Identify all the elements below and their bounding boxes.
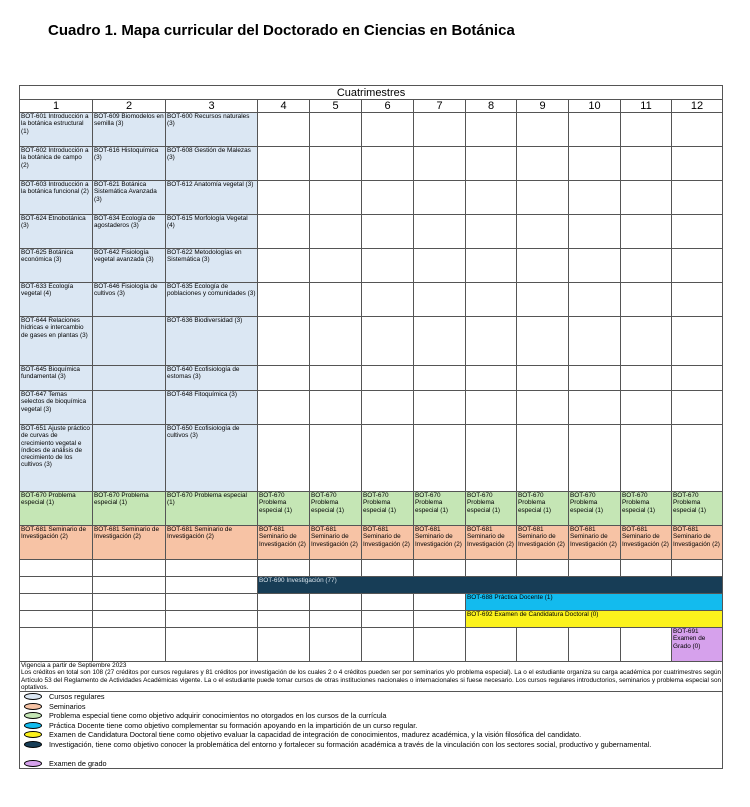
course-cell: BOT-647 Temas selectos de bioquímica vegetal (3) xyxy=(20,391,93,425)
empty-cell xyxy=(569,425,621,492)
empty-cell xyxy=(166,628,258,662)
course-cell: BOT-616 Histoquímica (3) xyxy=(93,147,166,181)
course-cell: BOT-642 Fisiología vegetal avanzada (3) xyxy=(93,249,166,283)
empty-cell xyxy=(466,425,517,492)
empty-cell xyxy=(517,249,569,283)
empty-cell xyxy=(310,147,362,181)
legend-item xyxy=(20,730,722,740)
empty-cell xyxy=(310,391,362,425)
empty-cell xyxy=(166,594,258,611)
empty-cell xyxy=(258,611,310,628)
legend-item xyxy=(20,740,722,759)
empty-cell xyxy=(517,317,569,366)
legend-cell xyxy=(20,692,723,769)
empty-cell xyxy=(621,249,672,283)
course-cell: BOT-612 Anatomía vegetal (3) xyxy=(166,181,258,215)
empty-cell xyxy=(621,366,672,391)
empty-cell xyxy=(672,181,723,215)
empty-cell xyxy=(414,249,466,283)
investigacion-bar: BOT-690 Investigación (77) xyxy=(258,577,723,594)
empty-cell xyxy=(569,391,621,425)
empty-cell xyxy=(362,391,414,425)
course-cell: BOT-636 Biodiversidad (3) xyxy=(166,317,258,366)
seminario-cell: BOT-681 Seminario de Investigación (2) xyxy=(672,526,723,560)
seminario-cell: BOT-681 Seminario de Investigación (2) xyxy=(166,526,258,560)
empty-cell xyxy=(672,560,723,577)
empty-cell xyxy=(517,283,569,317)
legend-swatch-icon xyxy=(24,760,42,767)
seminario-cell: BOT-681 Seminario de Investigación (2) xyxy=(517,526,569,560)
candidatura-bar: BOT-692 Examen de Candidatura Doctoral (0) xyxy=(466,611,723,628)
course-cell: BOT-646 Fisiología de cultivos (3) xyxy=(93,283,166,317)
empty-cell xyxy=(414,366,466,391)
empty-cell xyxy=(569,628,621,662)
empty-cell xyxy=(414,283,466,317)
empty-course-cell xyxy=(93,366,166,391)
empty-cell xyxy=(258,147,310,181)
empty-cell xyxy=(621,628,672,662)
problema-especial-cell: BOT-670 Problema especial (1) xyxy=(621,492,672,526)
period-number: 4 xyxy=(258,100,310,113)
empty-cell xyxy=(310,560,362,577)
empty-cell xyxy=(258,283,310,317)
problema-especial-cell: BOT-670 Problema especial (1) xyxy=(166,492,258,526)
course-cell: BOT-622 Metodologías en Sistemática (3) xyxy=(166,249,258,283)
empty-cell xyxy=(362,628,414,662)
legend-swatch-icon xyxy=(24,741,42,748)
empty-cell xyxy=(621,283,672,317)
empty-cell xyxy=(466,249,517,283)
problema-especial-cell: BOT-670 Problema especial (1) xyxy=(362,492,414,526)
empty-cell xyxy=(414,425,466,492)
legend-item xyxy=(20,702,722,712)
empty-cell xyxy=(93,560,166,577)
empty-cell xyxy=(466,560,517,577)
empty-cell xyxy=(517,366,569,391)
empty-cell xyxy=(672,283,723,317)
problema-especial-cell: BOT-670 Problema especial (1) xyxy=(569,492,621,526)
empty-cell xyxy=(310,113,362,147)
course-cell: BOT-645 Bioquímica fundamental (3) xyxy=(20,366,93,391)
empty-cell xyxy=(414,215,466,249)
empty-cell xyxy=(517,391,569,425)
empty-cell xyxy=(362,113,414,147)
empty-cell xyxy=(310,181,362,215)
course-cell: BOT-651 Ajuste práctico de curvas de crecimiento vegetal e índices de análisis de crecimiento de los cultivos (3) xyxy=(20,425,93,492)
empty-cell xyxy=(569,249,621,283)
empty-cell xyxy=(362,317,414,366)
period-number: 11 xyxy=(621,100,672,113)
problema-especial-cell: BOT-670 Problema especial (1) xyxy=(414,492,466,526)
empty-cell xyxy=(672,215,723,249)
empty-cell xyxy=(258,249,310,283)
empty-cell xyxy=(466,391,517,425)
empty-cell xyxy=(517,113,569,147)
empty-cell xyxy=(414,391,466,425)
empty-cell xyxy=(362,560,414,577)
empty-cell xyxy=(569,366,621,391)
course-cell: BOT-601 Introducción a la botánica estructural (1) xyxy=(20,113,93,147)
legend-label: Práctica Docente tiene como objetivo complementar su formación apoyando en la impartición de un curso regular. xyxy=(49,720,418,730)
course-cell: BOT-650 Ecofisiología de cultivos (3) xyxy=(166,425,258,492)
problema-especial-cell: BOT-670 Problema especial (1) xyxy=(517,492,569,526)
seminario-cell: BOT-681 Seminario de Investigación (2) xyxy=(93,526,166,560)
period-number: 5 xyxy=(310,100,362,113)
empty-cell xyxy=(362,181,414,215)
course-cell: BOT-625 Botánica económica (3) xyxy=(20,249,93,283)
empty-cell xyxy=(310,628,362,662)
legend-swatch-icon xyxy=(24,712,42,719)
empty-course-cell xyxy=(93,317,166,366)
period-number: 6 xyxy=(362,100,414,113)
legend-item xyxy=(20,721,722,731)
empty-cell xyxy=(466,317,517,366)
examen-grado-cell: BOT-691 Examen de Grado (0) xyxy=(672,628,723,662)
course-cell: BOT-600 Recursos naturales (3) xyxy=(166,113,258,147)
empty-cell xyxy=(517,181,569,215)
empty-cell xyxy=(517,215,569,249)
empty-cell xyxy=(569,147,621,181)
empty-cell xyxy=(362,611,414,628)
legend-label: Examen de Candidatura Doctoral tiene como objetivo evaluar la capacidad de integración de conocimientos, madurez académica, y la visión filosófica del candidato. xyxy=(49,730,582,740)
empty-cell xyxy=(258,215,310,249)
empty-cell xyxy=(621,113,672,147)
empty-cell xyxy=(362,425,414,492)
empty-cell xyxy=(362,366,414,391)
empty-cell xyxy=(569,283,621,317)
course-cell: BOT-615 Morfología Vegetal (4) xyxy=(166,215,258,249)
period-number: 9 xyxy=(517,100,569,113)
legend-swatch-icon xyxy=(24,703,42,710)
empty-cell xyxy=(621,147,672,181)
empty-cell xyxy=(20,611,93,628)
empty-cell xyxy=(569,560,621,577)
problema-especial-cell: BOT-670 Problema especial (1) xyxy=(20,492,93,526)
empty-cell xyxy=(414,594,466,611)
empty-cell xyxy=(310,215,362,249)
curricular-map-table xyxy=(19,85,723,769)
seminario-cell: BOT-681 Seminario de Investigación (2) xyxy=(362,526,414,560)
period-number: 12 xyxy=(672,100,723,113)
period-number: 7 xyxy=(414,100,466,113)
empty-cell xyxy=(310,317,362,366)
legend-swatch-icon xyxy=(24,693,42,700)
page-title: Cuadro 1. Mapa curricular del Doctorado en Ciencias en Botánica xyxy=(48,22,515,39)
empty-cell xyxy=(466,283,517,317)
legend-label: Examen de grado xyxy=(49,758,107,768)
empty-cell xyxy=(517,628,569,662)
practica-docente-bar: BOT-688 Práctica Docente (1) xyxy=(466,594,723,611)
empty-cell xyxy=(93,577,166,594)
legend-item xyxy=(20,692,722,702)
empty-cell xyxy=(466,147,517,181)
empty-cell xyxy=(93,628,166,662)
empty-cell xyxy=(362,215,414,249)
empty-course-cell xyxy=(93,391,166,425)
empty-cell xyxy=(621,181,672,215)
empty-cell xyxy=(362,249,414,283)
empty-cell xyxy=(672,147,723,181)
empty-cell xyxy=(258,391,310,425)
problema-especial-cell: BOT-670 Problema especial (1) xyxy=(258,492,310,526)
empty-cell xyxy=(93,611,166,628)
course-cell: BOT-640 Ecofisiología de estomas (3) xyxy=(166,366,258,391)
empty-cell xyxy=(621,391,672,425)
period-number: 10 xyxy=(569,100,621,113)
empty-cell xyxy=(414,181,466,215)
course-cell: BOT-608 Gestión de Malezas (3) xyxy=(166,147,258,181)
course-cell: BOT-609 Biomodelos en semilla (3) xyxy=(93,113,166,147)
empty-cell xyxy=(621,425,672,492)
empty-cell xyxy=(258,366,310,391)
legend-item xyxy=(20,711,722,721)
empty-cell xyxy=(310,249,362,283)
seminario-cell: BOT-681 Seminario de Investigación (2) xyxy=(20,526,93,560)
empty-course-cell xyxy=(93,425,166,492)
course-cell: BOT-603 Introducción a la botánica funcional (2) xyxy=(20,181,93,215)
empty-cell xyxy=(93,594,166,611)
empty-cell xyxy=(414,628,466,662)
empty-cell xyxy=(672,425,723,492)
course-cell: BOT-634 Ecología de agostaderos (3) xyxy=(93,215,166,249)
empty-cell xyxy=(362,594,414,611)
empty-cell xyxy=(414,560,466,577)
course-cell: BOT-633 Ecología vegetal (4) xyxy=(20,283,93,317)
empty-cell xyxy=(466,215,517,249)
empty-cell xyxy=(362,147,414,181)
period-number: 1 xyxy=(20,100,93,113)
empty-cell xyxy=(20,560,93,577)
legend-label: Cursos regulares xyxy=(49,692,105,702)
empty-cell xyxy=(20,594,93,611)
legend-label: Investigación, tiene como objetivo conocer la problemática del entorno y fortalecer su formación académica a través de la vinculación con los sectores social, productivo y gubernamental. xyxy=(49,739,652,749)
notes-cell xyxy=(20,662,723,692)
empty-cell xyxy=(20,628,93,662)
seminario-cell: BOT-681 Seminario de Investigación (2) xyxy=(258,526,310,560)
empty-cell xyxy=(414,147,466,181)
course-cell: BOT-602 Introducción a la botánica de campo (2) xyxy=(20,147,93,181)
course-cell: BOT-624 Etnobotánica (3) xyxy=(20,215,93,249)
empty-cell xyxy=(569,215,621,249)
empty-cell xyxy=(672,366,723,391)
empty-cell xyxy=(258,560,310,577)
period-number: 2 xyxy=(93,100,166,113)
period-number: 3 xyxy=(166,100,258,113)
empty-cell xyxy=(517,425,569,492)
empty-cell xyxy=(310,611,362,628)
empty-cell xyxy=(621,560,672,577)
course-cell: BOT-644 Relaciones hídricas e intercambio de gases en plantas (3) xyxy=(20,317,93,366)
course-cell: BOT-635 Ecología de poblaciones y comunidades (3) xyxy=(166,283,258,317)
empty-cell xyxy=(310,594,362,611)
legend-swatch-icon xyxy=(24,722,42,729)
empty-cell xyxy=(258,181,310,215)
seminario-cell: BOT-681 Seminario de Investigación (2) xyxy=(414,526,466,560)
empty-cell xyxy=(621,215,672,249)
seminario-cell: BOT-681 Seminario de Investigación (2) xyxy=(621,526,672,560)
empty-cell xyxy=(517,147,569,181)
empty-cell xyxy=(672,391,723,425)
empty-cell xyxy=(672,249,723,283)
creditos-text: Los créditos en total son 108 (27 créditos por cursos regulares y 81 créditos por investigación de los cuales 2 o 4 créditos pueden ser por seminarios y/o problema especial). La o el estudiante organiza su carga académica por cuatrimestres según Artículo 53 del Reglamento de Actividades Académicas vigente. La o el estudiante puede tomar cursos de otras instituciones nacionales o internacionales si fuese necesario. Los cursos regulares introductorios, seminarios y problema especial son optativos. xyxy=(21,669,722,691)
empty-cell xyxy=(258,425,310,492)
empty-cell xyxy=(310,366,362,391)
empty-cell xyxy=(466,181,517,215)
empty-cell xyxy=(258,317,310,366)
legend-swatch-icon xyxy=(24,731,42,738)
empty-cell xyxy=(414,317,466,366)
empty-cell xyxy=(166,560,258,577)
empty-cell xyxy=(569,113,621,147)
empty-cell xyxy=(569,181,621,215)
empty-cell xyxy=(672,113,723,147)
problema-especial-cell: BOT-670 Problema especial (1) xyxy=(672,492,723,526)
problema-especial-cell: BOT-670 Problema especial (1) xyxy=(466,492,517,526)
empty-cell xyxy=(414,611,466,628)
empty-cell xyxy=(672,317,723,366)
problema-especial-cell: BOT-670 Problema especial (1) xyxy=(310,492,362,526)
seminario-cell: BOT-681 Seminario de Investigación (2) xyxy=(466,526,517,560)
seminario-cell: BOT-681 Seminario de Investigación (2) xyxy=(569,526,621,560)
vigencia-text: Vigencia a partir de Septiembre 2023 xyxy=(21,662,127,669)
cuatrimestres-header: Cuatrimestres xyxy=(20,86,723,100)
empty-cell xyxy=(414,113,466,147)
course-cell: BOT-621 Botánica Sistemática Avanzada (3) xyxy=(93,181,166,215)
legend-item xyxy=(20,759,722,769)
empty-cell xyxy=(166,611,258,628)
period-number: 8 xyxy=(466,100,517,113)
empty-cell xyxy=(258,113,310,147)
course-cell: BOT-648 Fitoquímica (3) xyxy=(166,391,258,425)
empty-cell xyxy=(20,577,93,594)
empty-cell xyxy=(569,317,621,366)
seminario-cell: BOT-681 Seminario de Investigación (2) xyxy=(310,526,362,560)
empty-cell xyxy=(258,594,310,611)
legend-label: Problema especial tiene como objetivo adquirir conocimientos no otorgados en los cursos de la currícula xyxy=(49,711,387,721)
empty-cell xyxy=(310,425,362,492)
empty-cell xyxy=(621,317,672,366)
problema-especial-cell: BOT-670 Problema especial (1) xyxy=(93,492,166,526)
empty-cell xyxy=(310,283,362,317)
empty-cell xyxy=(166,577,258,594)
empty-cell xyxy=(466,366,517,391)
empty-cell xyxy=(517,560,569,577)
legend-label: Seminarios xyxy=(49,701,86,711)
empty-cell xyxy=(258,628,310,662)
empty-cell xyxy=(466,113,517,147)
empty-cell xyxy=(466,628,517,662)
empty-cell xyxy=(362,283,414,317)
